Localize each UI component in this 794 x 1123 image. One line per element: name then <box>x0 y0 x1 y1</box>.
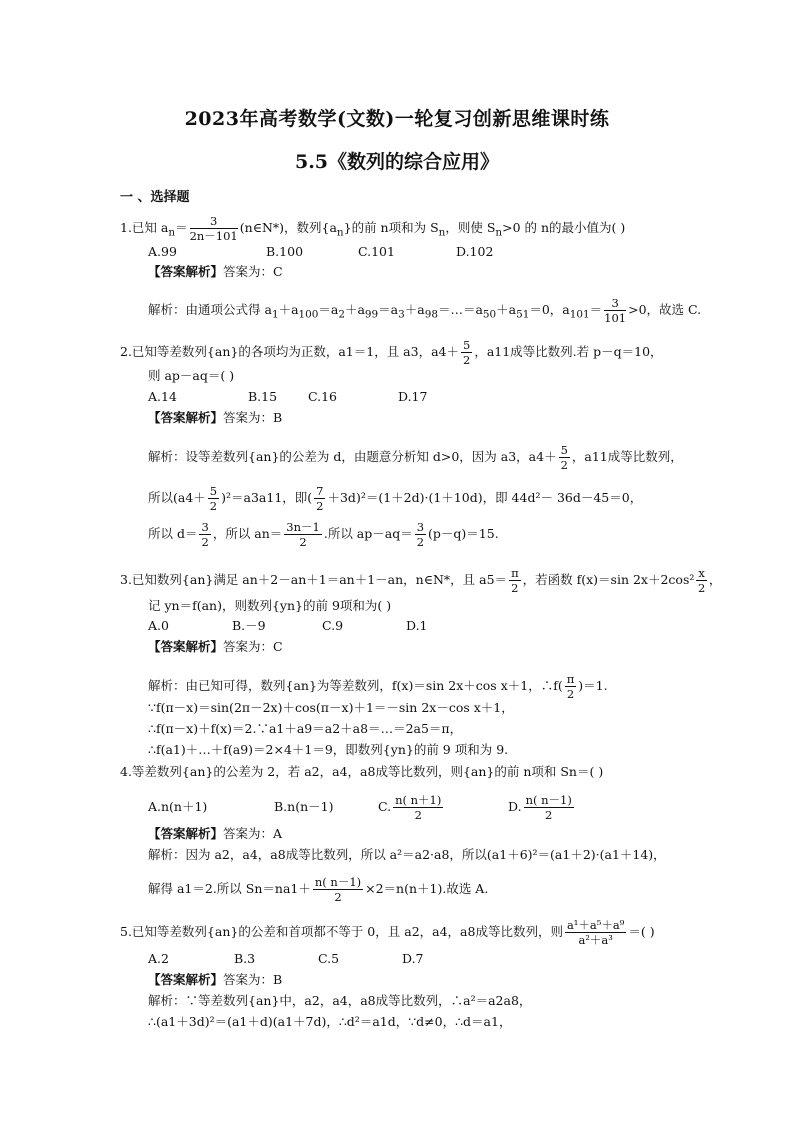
q2-answer: 【答案解析】答案为：B <box>148 410 283 425</box>
q2-stem-2: 则 ap－aq＝( ) <box>148 368 235 383</box>
q3-answer: 【答案解析】答案为：C <box>148 639 283 654</box>
q4-answer: 【答案解析】答案为：A <box>148 826 283 841</box>
q1-explanation: 解析：由通项公式得 $a_1+a_{100}=a_2+a_{99}=a_3+a_{98}=\dots=a_{50}+a_{51}=0$，$a_{101}=$ $\frac{3}{101}$ >0，故选 C. <box>148 296 702 325</box>
q1-options: A.99 B.100 C.101 D.102 <box>148 244 494 259</box>
document-subtitle: 5.5《数列的综合应用》 <box>294 151 500 173</box>
q4-options: A.n(n＋1) B.n(n－1) C. $\frac{n( n+1)}{2}$ D. $\frac{n( n-1)}{2}$ <box>148 793 572 822</box>
q3-explanation-4: ∴f(a1)＋…＋f(a9)＝2×4＋1＝9，即数列{yn}的前 9 项和为 9. <box>148 742 509 757</box>
q2-explanation-1: 解析：设等差数列{an}的公差为 d，由题意分析知 d>0，因为 a3，a4＋ $\frac{5}{2}$ ，a11成等比数列， <box>148 443 683 472</box>
q1-fraction: $\frac{3}{2n-101}$ <box>189 214 238 243</box>
q3-options: A.0 B.－9 C.9 D.1 <box>148 618 428 633</box>
q2-options: A.14 B.15 C.16 D.17 <box>148 389 428 404</box>
q5-explanation-1: 解析：∵等差数列{an}中，a2，a4，a8成等比数列，∴a²＝a2a8， <box>148 993 532 1008</box>
q2-explanation-2: 所以(a4＋ $\frac{5}{2}$ )²＝a3a11，即( $\frac{7}{2}$ ＋3d)²＝(1＋2d)·(1＋10d)，即 44d²－ 36d－45＝0， <box>148 484 643 513</box>
q5-answer: 【答案解析】答案为：B <box>148 972 283 987</box>
q3-stem: 3.已知数列{an}满足 an＋2－an＋1＝an＋1－an，n∈N*，且 a5＝ $\frac{\pi}{2}$ ，若函数 f(x)＝sin 2x＋2cos² $\frac{x}{2}$ ， <box>120 566 722 595</box>
q5-options: A.2 B.3 C.5 D.7 <box>148 951 424 966</box>
q4-explanation-2: 解得 a1＝2.所以 Sn＝na1＋ $\frac{n( n-1)}{2}$ ×2＝n(n＋1).故选 A. <box>148 875 489 904</box>
q1-stem: 1.已知 $a_n=$ $\frac{3}{2n-101}$ (n∈N*)，数列$\{a_n\}$的前 n项和为 $S_n$，则使 $S_n>0$ 的 n的最小值为( ) <box>120 214 626 243</box>
q5-stem: 5.已知等差数列{an}的公差和首项都不等于 0，且 a2，a4，a8成等比数列，则 $\frac{\text{a¹＋a⁵＋a⁹}}{\text{a²＋a³}}$ ＝( ) <box>120 918 655 947</box>
q3-explanation-1: 解析：由已知可得，数列{an}为等差数列，f(x)＝sin 2x＋cos x＋1，∴f( $\frac{\pi}{2}$ )＝1. <box>148 672 608 701</box>
section-heading: 一 、选择题 <box>120 190 190 205</box>
q4-explanation-1: 解析：因为 a2，a4，a8成等比数列，所以 a²＝a2·a8，所以(a1＋6)²＝(a1＋2)·(a1＋14)， <box>148 847 666 862</box>
q1-answer: 【答案解析】答案为：C <box>148 264 283 279</box>
document-title: 2023年高考数学(文数)一轮复习创新思维课时练 <box>184 108 610 130</box>
q2-stem: 2.已知等差数列{an}的各项均为正数，a1＝1，且 a3，a4＋ $\frac{5}{2}$ ，a11成等比数列.若 p－q＝10， <box>120 338 663 367</box>
q4-stem: 4.等差数列{an}的公差为 2，若 a2，a4，a8成等比数列，则{an}的前 n项和 Sn＝( ) <box>120 764 604 779</box>
q3-explanation-2: ∵f(π－x)＝sin(2π－2x)＋cos(π－x)＋1＝－sin 2x－cos x＋1， <box>148 700 514 715</box>
q2-explanation-3: 所以 d＝ $\frac{3}{2}$ ，所以 an＝ $\frac{3n-1}{2}$ .所以 ap－aq＝ $\frac{3}{2}$ (p－q)＝15. <box>148 520 499 549</box>
q5-explanation-2: ∴(a1＋3d)²＝(a1＋d)(a1＋7d)，∴d²＝a1d，∵d≠0，∴d＝a1， <box>148 1014 512 1029</box>
q3-explanation-3: ∴f(π－x)＋f(x)＝2.∵a1＋a9＝a2＋a8＝…＝2a5＝π， <box>148 721 463 736</box>
q3-stem-2: 记 yn＝f(an)，则数列{yn}的前 9项和为( ) <box>148 598 392 613</box>
